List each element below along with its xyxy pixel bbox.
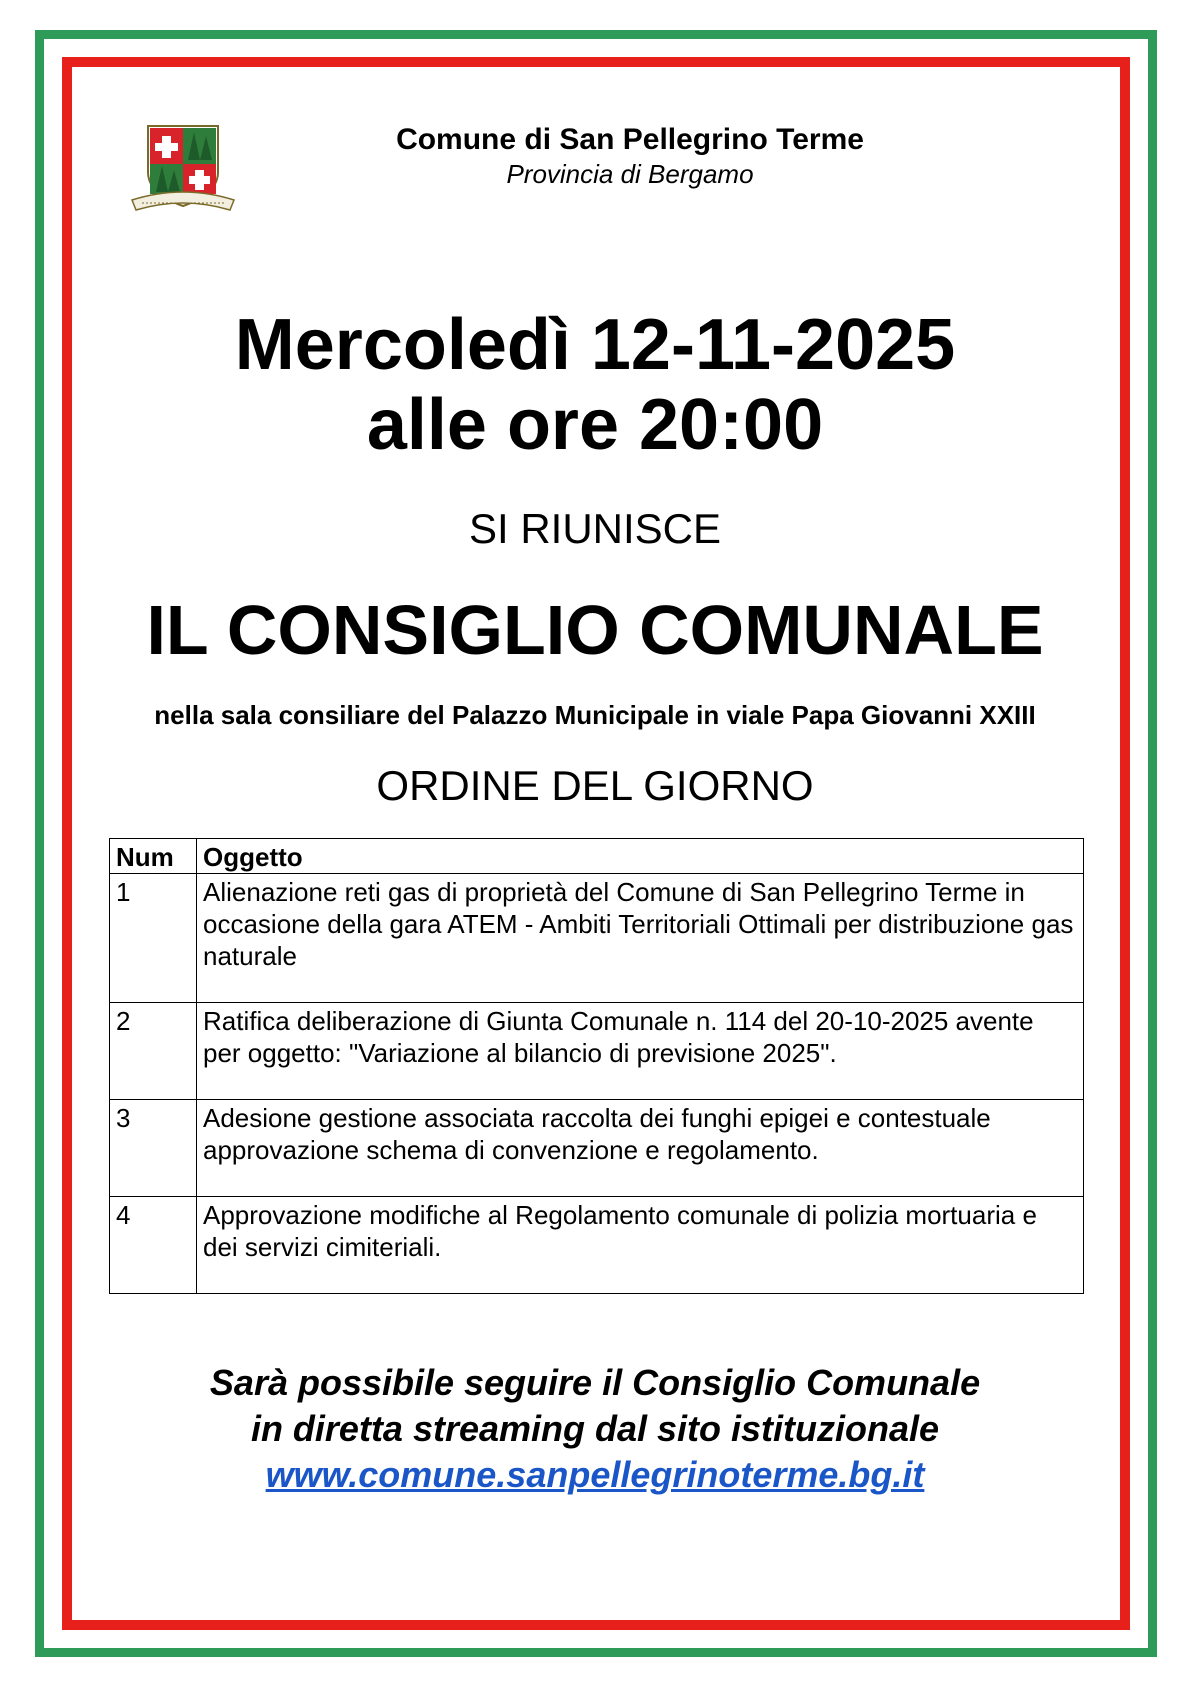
agenda-oggetto: Approvazione modifiche al Regolamento comunale di polizia mortuaria e dei servizi cimiteriali. [197, 1197, 1084, 1294]
ordine-del-giorno-title: ORDINE DEL GIORNO [376, 762, 814, 809]
agenda-oggetto: Alienazione reti gas di proprietà del Comune di San Pellegrino Terme in occasione della gara ATEM - Ambiti Territoriali Ottimali per distribuzione gas naturale [197, 874, 1084, 1003]
agenda-oggetto: Ratifica deliberazione di Giunta Comunale n. 114 del 20-10-2025 avente per oggetto: "Variazione al bilancio di previsione 2025". [197, 1003, 1084, 1100]
table-row [110, 1197, 1084, 1294]
municipal-crest-icon [128, 120, 238, 220]
ente-name: Comune di San Pellegrino Terme [396, 123, 864, 156]
streaming-notice [90, 1360, 1100, 1498]
meeting-location: nella sala consiliare del Palazzo Municipale in viale Papa Giovanni XXIII [154, 700, 1036, 730]
header [320, 122, 940, 190]
agenda-num: 1 [110, 874, 197, 1003]
website-link[interactable]: www.comune.sanpellegrinoterme.bg.it [265, 1454, 925, 1495]
agenda-oggetto: Adesione gestione associata raccolta dei funghi epigei e contestuale approvazione schema di convenzione e regolamento. [197, 1100, 1084, 1197]
column-header-num: Num [110, 839, 197, 874]
provincia-name: Provincia di Bergamo [506, 159, 754, 189]
table-row [110, 1003, 1084, 1100]
agenda-header-row [110, 839, 1084, 874]
agenda-table [109, 838, 1084, 1294]
agenda-num: 3 [110, 1100, 197, 1197]
streaming-line-2: in diretta streaming dal sito istituzionale [250, 1408, 940, 1449]
streaming-line-1: Sarà possibile seguire il Consiglio Comunale [209, 1362, 981, 1403]
column-header-oggetto: Oggetto [197, 839, 1084, 874]
agenda-num: 2 [110, 1003, 197, 1100]
date-line: Mercoledì 12-11-2025 [234, 305, 956, 385]
time-line: alle ore 20:00 [366, 385, 824, 465]
riunisce-label: SI RIUNISCE [468, 505, 722, 552]
agenda-num: 4 [110, 1197, 197, 1294]
meeting-date [120, 305, 1070, 465]
organo-title: IL CONSIGLIO COMUNALE [146, 591, 1044, 669]
table-row [110, 874, 1084, 1003]
table-row [110, 1100, 1084, 1197]
